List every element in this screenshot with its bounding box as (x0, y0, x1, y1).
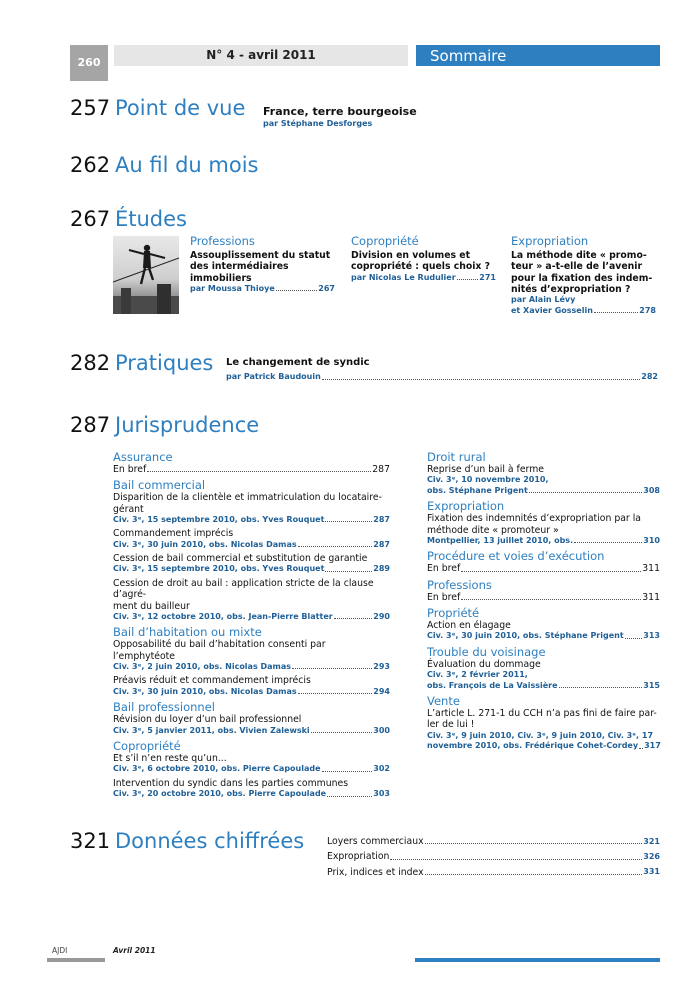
case-reference: obs. François de La Vaissière (427, 680, 558, 690)
entry-title-line: Reprise d’un bail à ferme (427, 464, 544, 475)
entry-title-line: Action en élagage (427, 619, 511, 631)
category-heading: Vente (427, 694, 460, 709)
category-heading: Bail d’habitation ou mixte (113, 625, 262, 640)
entry-title-line: Préavis réduit et commandement imprécis (113, 675, 311, 687)
dot-leader (461, 599, 641, 600)
page-ref: 317 (644, 741, 661, 751)
category-heading: Professions (190, 234, 255, 248)
toc-entry[interactable] (113, 789, 390, 800)
toc-entry[interactable] (427, 631, 660, 642)
dot-leader (461, 571, 641, 572)
toc-entry[interactable] (327, 867, 660, 878)
entry-title: En bref (427, 563, 461, 575)
toc-entry[interactable] (427, 681, 660, 692)
dot-leader (147, 471, 371, 472)
page-ref: 331 (643, 867, 660, 877)
case-reference: novembre 2010, obs. Frédérique Cohet-Cordey (427, 741, 639, 751)
page-ref: 303 (373, 789, 390, 799)
article-title: Le changement de syndic (226, 357, 370, 368)
dot-leader (276, 290, 318, 291)
case-reference: Civ. 3ᵉ, 15 septembre 2010, obs. Yves Rouquet (113, 564, 325, 574)
etudes-col-professions (190, 234, 335, 294)
section-number: 262 (70, 153, 111, 177)
category-heading: Copropriété (351, 234, 419, 248)
page-ref: 287 (373, 514, 390, 524)
case-reference: Civ. 3ᵉ, 15 septembre 2010, obs. Yves Rouquet (113, 514, 325, 524)
category-heading: Droit rural (427, 450, 486, 464)
entry-title: En bref (113, 464, 147, 475)
case-reference: Civ. 3ᵉ, 20 octobre 2010, obs. Pierre Capoulade (113, 789, 327, 799)
section-title-sommaire: Sommaire (416, 45, 660, 66)
toc-entry[interactable] (427, 592, 660, 603)
article-title-line: Division en volumes et (351, 250, 471, 261)
dot-leader (639, 748, 643, 749)
page-ref: 300 (373, 725, 390, 735)
section-link-pratiques[interactable]: Pratiques (115, 351, 214, 375)
section-link-point-de-vue[interactable]: Point de vue (115, 96, 246, 120)
entry-title: Loyers commerciaux (327, 836, 424, 847)
article-title: France, terre bourgeoise (263, 105, 417, 118)
page-ref: 289 (373, 564, 390, 574)
entry-title-line: méthode dite « promoteur » (427, 524, 559, 536)
case-reference: Civ. 3ᵉ, 2 juin 2010, obs. Nicolas Damas (113, 661, 292, 671)
dot-leader (594, 312, 638, 313)
toc-entry[interactable] (113, 564, 390, 575)
section-number: 287 (70, 413, 111, 437)
toc-entry[interactable] (427, 563, 660, 574)
entry-title-line: Opposabilité du bail d’habitation consenti par l’emphytéote (113, 639, 326, 662)
entry-title-line: Révision du loyer d’un bail professionnel (113, 714, 302, 726)
page-ref: 313 (643, 631, 660, 641)
article-title-line: immobiliers (190, 272, 252, 284)
article-title-line: La méthode dite « promo- (511, 250, 647, 261)
case-reference: Civ. 3ᵉ, 30 juin 2010, obs. Nicolas Damas (113, 686, 297, 696)
article-title-line: copropriété : quels choix ? (351, 261, 491, 273)
page-ref: 278 (639, 305, 656, 315)
entry-title-line: Fixation des indemnités d’expropriation par la (427, 513, 641, 525)
article-author: par Stéphane Desforges (263, 119, 373, 128)
toc-entry[interactable] (351, 273, 496, 284)
page-ref: 311 (642, 591, 660, 603)
etudes-photo (113, 236, 179, 314)
entry-title-line: Cession de bail commercial et substitution de garantie (113, 553, 368, 565)
page-ref: 294 (373, 686, 390, 696)
category-heading: Propriété (427, 605, 480, 620)
toc-entry[interactable] (190, 284, 335, 295)
page-ref: 293 (373, 661, 390, 671)
entry-title: Expropriation (327, 851, 390, 863)
businessman-balancing-image (113, 236, 179, 314)
category-heading: Expropriation (511, 234, 589, 248)
page-ref: 287 (373, 539, 390, 549)
dot-leader (322, 379, 640, 380)
dot-leader (425, 843, 643, 844)
toc-entry[interactable] (427, 486, 660, 497)
page-ref: 287 (372, 464, 390, 475)
entry-title-line: Disparition de la clientèle et immatriculation du locataire- (113, 492, 382, 504)
article-title-line: Assouplissement du statut (190, 250, 331, 261)
dot-leader (325, 571, 372, 572)
toc-entry[interactable] (113, 515, 390, 526)
category-heading: Assurance (113, 450, 173, 464)
section-link-au-fil-du-mois[interactable]: Au fil du mois (115, 153, 259, 177)
category-heading: Bail commercial (113, 478, 206, 493)
jurisprudence-right-column (427, 450, 660, 755)
dot-leader (327, 796, 372, 797)
toc-entry[interactable] (327, 836, 660, 847)
article-title-line: pour la fixation des indem- (511, 272, 653, 284)
page-ref: 302 (373, 764, 390, 774)
toc-entry[interactable] (226, 372, 658, 383)
category-heading: Copropriété (113, 739, 181, 754)
page-ref: 321 (643, 836, 660, 846)
dot-leader (298, 693, 373, 694)
article-author: par Nicolas Le Rudulier (351, 272, 456, 282)
toc-entry[interactable] (113, 764, 390, 775)
entry-title-line: Intervention du syndic dans les parties communes (113, 777, 349, 789)
category-heading: Trouble du voisinage (427, 644, 546, 659)
article-author: par Alain Lévy (511, 295, 576, 305)
page-ref: 311 (642, 563, 660, 575)
footer-journal: AJDI (52, 946, 68, 955)
toc-entry[interactable] (113, 464, 390, 475)
case-reference: Civ. 3ᵉ, 12 octobre 2010, obs. Jean-Pierre Blatter (113, 611, 333, 621)
case-reference: Montpellier, 13 juillet 2010, obs. (427, 535, 574, 545)
footer-bar-right (415, 958, 660, 962)
category-heading: Expropriation (427, 499, 505, 514)
dot-leader (322, 771, 373, 772)
page-number-badge: 260 (70, 45, 108, 81)
jurisprudence-left-column (113, 450, 390, 803)
article-title-line: nités d’expropriation ? (511, 283, 631, 295)
category-heading: Professions (427, 577, 492, 592)
case-reference: Civ. 3ᵉ, 30 juin 2010, obs. Stéphane Prigent (427, 631, 624, 641)
article-author: par Moussa Thioye (190, 283, 275, 293)
article-title-line: teur » a-t-elle de l’avenir (511, 261, 643, 273)
section-link-jurisprudence[interactable]: Jurisprudence (115, 413, 260, 437)
article-title-line: des intermédiaires (190, 261, 289, 273)
toc-entry[interactable] (511, 306, 656, 317)
page-ref: 308 (643, 485, 660, 495)
donnees-list (327, 836, 660, 878)
section-number: 267 (70, 207, 111, 231)
case-reference: Civ. 3ᵉ, 10 novembre 2010, (427, 475, 549, 485)
section-number: 257 (70, 96, 111, 120)
category-heading: Bail professionnel (113, 700, 215, 715)
etudes-col-copropriete (351, 234, 496, 283)
dot-leader (625, 638, 643, 639)
entry-title-line: Évaluation du dommage (427, 658, 541, 670)
toc-entry[interactable] (427, 536, 660, 547)
page-ref: 315 (643, 680, 660, 690)
entry-title-line: ler de lui ! (427, 719, 475, 731)
page-ref: 267 (318, 283, 335, 293)
footer-bar-left (47, 958, 105, 962)
dot-leader (325, 521, 372, 522)
section-link-donnees-chiffrees[interactable]: Données chiffrées (115, 829, 305, 853)
toc-entry[interactable] (113, 612, 390, 623)
dot-leader (390, 859, 642, 860)
entry-title: En bref (427, 591, 461, 603)
article-author: par Patrick Baudouin (226, 372, 321, 381)
section-number: 321 (70, 829, 111, 853)
article-author: et Xavier Gosselin (511, 305, 593, 315)
case-reference: Civ. 3ᵉ, 2 février 2011, (427, 670, 528, 680)
category-heading: Procédure et voies d’exécution (427, 549, 605, 564)
entry-title-line: L’article L. 271-1 du CCH n’a pas fini de faire par- (427, 708, 657, 720)
case-reference: Civ. 3ᵉ, 5 janvier 2011, obs. Vivien Zalewski (113, 725, 310, 735)
dot-leader (559, 687, 643, 688)
footer-date: Avril 2011 (113, 946, 156, 955)
section-link-etudes[interactable]: Études (115, 207, 188, 231)
case-reference: Civ. 3ᵉ, 9 juin 2010, Civ. 3ᵉ, 9 juin 2010, Civ. 3ᵉ, 17 (427, 730, 654, 740)
toc-entry[interactable] (113, 687, 390, 698)
page-ref: 282 (641, 372, 658, 381)
toc-entry[interactable] (327, 851, 660, 862)
dot-leader (292, 668, 372, 669)
toc-entry[interactable] (113, 726, 390, 737)
toc-entry[interactable] (427, 741, 660, 752)
entry-title-line: Et s’il n’en reste qu’un... (113, 753, 227, 765)
section-number: 282 (70, 351, 111, 375)
case-reference: Civ. 3ᵉ, 30 juin 2010, obs. Nicolas Damas (113, 539, 297, 549)
page-ref: 326 (643, 852, 660, 862)
entry-title-line: gérant (113, 503, 144, 515)
dot-leader (334, 618, 373, 619)
case-reference: Civ. 3ᵉ, 6 octobre 2010, obs. Pierre Capoulade (113, 764, 321, 774)
entry-title: Prix, indices et index (327, 866, 424, 878)
toc-entry[interactable] (113, 540, 390, 551)
dot-leader (457, 279, 479, 280)
dot-leader (298, 546, 373, 547)
entry-title-line: Commandement imprécis (113, 528, 234, 540)
entry-title-line: Cession de droit au bail : application stricte de la clause d’agré- (113, 577, 374, 601)
issue-label: N° 4 - avril 2011 (206, 48, 316, 62)
page-ref: 271 (479, 272, 496, 282)
case-reference: obs. Stéphane Prigent (427, 485, 528, 495)
page-ref: 310 (643, 535, 660, 545)
page-ref: 290 (373, 611, 390, 621)
etudes-col-expropriation (511, 234, 656, 316)
toc-entry[interactable] (113, 662, 390, 673)
dot-leader (529, 492, 643, 493)
dot-leader (311, 732, 373, 733)
entry-title-line: ment du bailleur (113, 600, 190, 612)
dot-leader (574, 542, 642, 543)
dot-leader (425, 874, 643, 875)
